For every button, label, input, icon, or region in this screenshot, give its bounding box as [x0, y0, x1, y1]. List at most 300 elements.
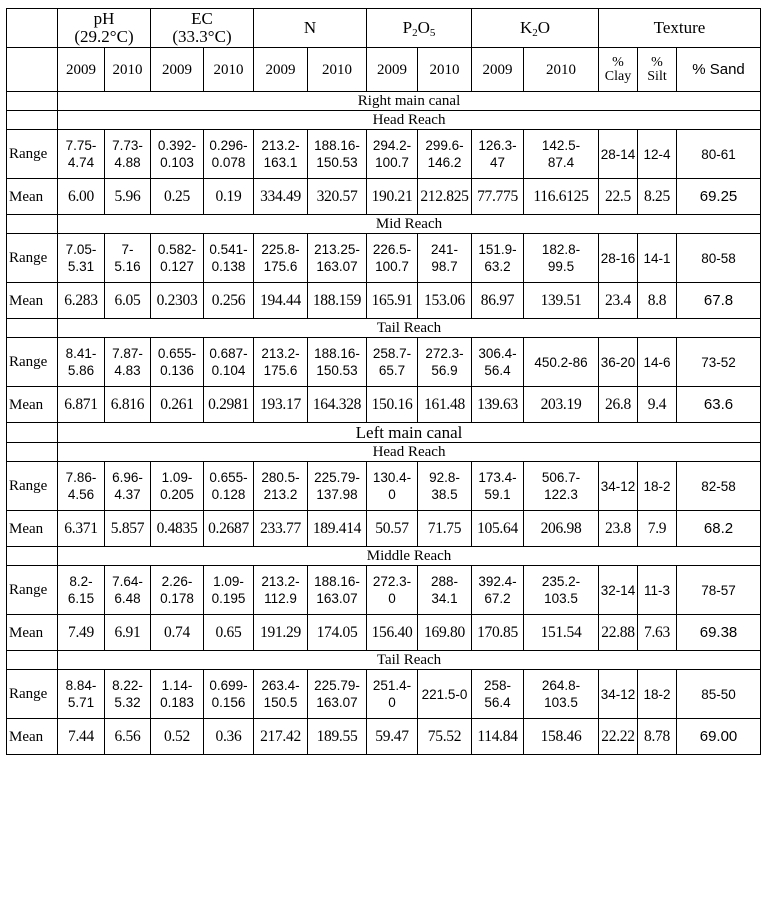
range-value: 150.53 [316, 155, 358, 170]
range-value: 0.178 [160, 591, 194, 606]
range-value: 8.41- [65, 346, 97, 361]
texture-range-cell: 85-50 [677, 670, 761, 719]
mean-cell: 161.48 [418, 387, 472, 423]
year-cell: 2009 [58, 48, 105, 92]
header-ec-temp: (33.3°C) [172, 27, 232, 46]
range-value: 4.88 [114, 155, 141, 170]
range-cell [151, 566, 204, 615]
mean-cell: 139.51 [524, 283, 599, 319]
mean-row [7, 179, 761, 215]
range-value: 0.078 [211, 155, 246, 170]
range-value: 7.75- [65, 138, 97, 153]
range-row [7, 670, 761, 719]
header-corner-cell [7, 9, 58, 48]
texture-range-cell: 14-1 [638, 234, 677, 283]
range-value: 87.4 [547, 155, 575, 170]
range-value: 0.655- [157, 346, 197, 361]
mean-row [7, 615, 761, 651]
mean-cell: 114.84 [472, 719, 524, 755]
range-value: 4.74 [67, 155, 95, 170]
range-cell [254, 130, 308, 179]
range-value: 65.7 [378, 363, 406, 378]
mean-cell: 67.8 [677, 283, 761, 319]
range-value: 213.2- [261, 574, 300, 589]
range-value: 173.4- [478, 470, 517, 485]
header-n [254, 9, 367, 48]
range-value: 258- [483, 678, 512, 693]
range-value: 146.2 [427, 155, 462, 170]
mean-cell: 0.2687 [204, 511, 254, 547]
mean-cell: 206.98 [524, 511, 599, 547]
range-value: 213.2- [261, 138, 300, 153]
range-value: 7.73- [112, 138, 143, 153]
mean-cell: 0.36 [204, 719, 254, 755]
range-value: 506.7- [541, 470, 581, 485]
range-row [7, 130, 761, 179]
mean-cell: 69.25 [677, 179, 761, 215]
range-value: 0 [388, 695, 396, 710]
range-cell [524, 130, 599, 179]
range-cell [58, 566, 105, 615]
range-cell [367, 670, 418, 719]
mean-cell: 23.4 [599, 283, 638, 319]
range-value: 163.07 [316, 695, 358, 710]
row-label: Mean [7, 283, 58, 319]
range-cell [105, 130, 151, 179]
range-value: 5.71 [67, 695, 95, 710]
mean-cell: 174.05 [308, 615, 367, 651]
mean-cell: 334.49 [254, 179, 308, 215]
range-value: 112.9 [264, 591, 297, 606]
mean-cell: 0.52 [151, 719, 204, 755]
row-label: Mean [7, 719, 58, 755]
mean-cell: 116.6125 [524, 179, 599, 215]
range-cell [151, 234, 204, 283]
range-value: 0.138 [211, 259, 246, 274]
range-value: 0.655- [209, 470, 248, 485]
mean-cell: 189.55 [308, 719, 367, 755]
range-cell [308, 234, 367, 283]
mean-cell: 7.44 [58, 719, 105, 755]
year-cell: 2010 [204, 48, 254, 92]
mean-cell: 0.74 [151, 615, 204, 651]
range-cell [105, 234, 151, 283]
row-label: Mean [7, 179, 58, 215]
mean-cell: 105.64 [472, 511, 524, 547]
range-value: 182.8- [541, 242, 581, 257]
header-p2o5-mid: O [417, 18, 430, 37]
range-value: 225.79- [314, 678, 360, 693]
header-ec [151, 9, 254, 48]
range-value: 263.4- [261, 678, 300, 693]
mean-cell: 69.00 [677, 719, 761, 755]
range-cell [254, 566, 308, 615]
range-cell [58, 234, 105, 283]
range-value: 126.3- [478, 138, 517, 153]
range-value: 8.22- [112, 678, 143, 693]
range-value: 241- [430, 242, 459, 257]
label-gutter-cell [7, 547, 58, 566]
range-value: 188.16- [314, 346, 360, 361]
range-cell [308, 130, 367, 179]
range-cell [105, 462, 151, 511]
range-cell [204, 338, 254, 387]
reach-title: Tail Reach [58, 319, 761, 338]
header-n-label: N [303, 18, 317, 37]
range-value: 258.7- [372, 346, 412, 361]
header-blank-cell [7, 48, 58, 92]
year-cell: 2010 [105, 48, 151, 92]
range-cell [308, 566, 367, 615]
mean-cell: 5.857 [105, 511, 151, 547]
header-clay [599, 48, 638, 92]
range-value: 8.84- [65, 678, 97, 693]
reach-title: Tail Reach [58, 651, 761, 670]
range-cell [472, 462, 524, 511]
mean-row [7, 511, 761, 547]
range-value: 0.183 [160, 695, 194, 710]
canal-title-row [7, 423, 761, 443]
mean-cell: 0.25 [151, 179, 204, 215]
texture-range-cell: 82-58 [677, 462, 761, 511]
mean-row [7, 719, 761, 755]
header-k2o-sub1: 2 [532, 27, 538, 39]
range-value: 8.2- [69, 574, 93, 589]
header-k2o-mid: O [537, 18, 551, 37]
mean-row [7, 283, 761, 319]
range-cell [58, 130, 105, 179]
range-value: 225.8- [261, 242, 300, 257]
range-value: 67.2 [484, 591, 511, 606]
range-value: 225.79- [314, 470, 360, 485]
texture-range-cell: 32-14 [599, 566, 638, 615]
mean-cell: 0.2981 [204, 387, 254, 423]
range-value: 0.296- [209, 138, 248, 153]
range-value: 56.4 [484, 363, 511, 378]
range-cell [254, 338, 308, 387]
texture-range-cell: 18-2 [638, 670, 677, 719]
soil-properties-table [6, 8, 761, 755]
mean-cell: 156.40 [367, 615, 418, 651]
range-cell [105, 566, 151, 615]
range-cell [418, 566, 472, 615]
range-value: 280.5- [261, 470, 300, 485]
range-cell [204, 234, 254, 283]
header-k2o [472, 9, 599, 48]
range-cell [204, 670, 254, 719]
range-value: 450.2-86 [534, 354, 588, 370]
range-row [7, 566, 761, 615]
header-p2o5-sub1: 2 [412, 27, 418, 39]
range-value: 1.09- [213, 574, 244, 589]
range-cell [418, 130, 472, 179]
reach-title-row [7, 215, 761, 234]
mean-cell: 6.371 [58, 511, 105, 547]
range-value: 0.128 [211, 487, 246, 502]
year-cell: 2010 [418, 48, 472, 92]
canal-title-row [7, 92, 761, 111]
mean-cell: 164.328 [308, 387, 367, 423]
range-value: 103.5 [544, 591, 578, 606]
range-value: 6.96- [112, 470, 143, 485]
year-cell: 2009 [472, 48, 524, 92]
mean-cell: 7.9 [638, 511, 677, 547]
header-silt [638, 48, 677, 92]
range-value: 0 [388, 487, 396, 502]
mean-cell: 23.8 [599, 511, 638, 547]
range-cell [367, 234, 418, 283]
texture-range-cell: 80-61 [677, 130, 761, 179]
table-body [7, 9, 761, 755]
range-value: 392.4- [478, 574, 517, 589]
row-label: Range [7, 338, 58, 387]
reach-title-row [7, 443, 761, 462]
range-value: 0.699- [209, 678, 248, 693]
range-value: 235.2- [541, 574, 581, 589]
mean-cell: 189.414 [308, 511, 367, 547]
range-value: 188.16- [314, 574, 360, 589]
texture-range-cell: 28-16 [599, 234, 638, 283]
range-value: 0.103 [160, 155, 194, 170]
range-value: 213.2 [263, 487, 298, 502]
range-cell [418, 338, 472, 387]
range-value: 4.56 [67, 487, 95, 502]
range-value: 98.7 [431, 259, 458, 274]
range-value: 34.1 [431, 591, 458, 606]
range-value: 163.1 [263, 155, 298, 170]
mean-cell: 6.816 [105, 387, 151, 423]
mean-cell: 153.06 [418, 283, 472, 319]
mean-cell: 191.29 [254, 615, 308, 651]
mean-cell: 194.44 [254, 283, 308, 319]
reach-title-row [7, 651, 761, 670]
mean-cell: 26.8 [599, 387, 638, 423]
range-value: 7.87- [112, 346, 143, 361]
header-ph-label: pH [93, 9, 115, 28]
range-cell [254, 462, 308, 511]
header-texture-label: Texture [653, 18, 706, 37]
label-gutter-cell [7, 319, 58, 338]
range-row [7, 462, 761, 511]
mean-cell: 193.17 [254, 387, 308, 423]
mean-cell: 50.57 [367, 511, 418, 547]
range-value: 137.98 [316, 487, 358, 502]
mean-cell: 6.871 [58, 387, 105, 423]
mean-cell: 6.05 [105, 283, 151, 319]
row-label: Mean [7, 615, 58, 651]
range-value: 7.64- [112, 574, 143, 589]
mean-cell: 233.77 [254, 511, 308, 547]
header-row-parameters [7, 9, 761, 48]
texture-range-cell: 14-6 [638, 338, 677, 387]
reach-title: Head Reach [58, 443, 761, 462]
range-cell [151, 670, 204, 719]
range-value: 163.07 [316, 259, 358, 274]
header-row-years [7, 48, 761, 92]
range-cell [254, 670, 308, 719]
reach-title-row [7, 319, 761, 338]
mean-cell: 0.261 [151, 387, 204, 423]
label-gutter-cell [7, 423, 58, 443]
range-cell [367, 462, 418, 511]
range-value: 221.5-0 [421, 686, 468, 702]
range-value: 99.5 [547, 259, 575, 274]
range-cell [472, 130, 524, 179]
range-value: 264.8- [541, 678, 581, 693]
range-cell [151, 130, 204, 179]
header-k2o-pre: K [519, 18, 533, 37]
mean-cell: 75.52 [418, 719, 472, 755]
range-cell [472, 234, 524, 283]
row-label: Mean [7, 511, 58, 547]
reach-title: Middle Reach [58, 547, 761, 566]
reach-title: Head Reach [58, 111, 761, 130]
range-cell [367, 338, 418, 387]
header-texture [599, 9, 761, 48]
range-value: 6.15 [67, 591, 95, 606]
range-value: 272.3- [372, 574, 412, 589]
header-clay-name: Clay [604, 68, 632, 84]
header-sand: % Sand [677, 48, 761, 92]
range-value: 151.9- [478, 242, 517, 257]
range-cell [58, 670, 105, 719]
range-value: 188.16- [314, 138, 360, 153]
mean-cell: 8.25 [638, 179, 677, 215]
label-gutter-cell [7, 92, 58, 111]
range-cell [367, 566, 418, 615]
year-cell: 2009 [151, 48, 204, 92]
range-value: 251.4- [372, 678, 412, 693]
mean-cell: 22.88 [599, 615, 638, 651]
range-cell [204, 130, 254, 179]
texture-range-cell: 12-4 [638, 130, 677, 179]
range-value: 1.14- [161, 678, 193, 693]
range-value: 1.09- [161, 470, 193, 485]
range-cell [524, 234, 599, 283]
label-gutter-cell [7, 215, 58, 234]
range-value: 150.5 [263, 695, 298, 710]
mean-cell: 150.16 [367, 387, 418, 423]
range-value: 0.127 [160, 259, 194, 274]
range-cell [524, 338, 599, 387]
range-value: 0.195 [211, 591, 246, 606]
year-cell: 2009 [254, 48, 308, 92]
range-cell [524, 670, 599, 719]
range-value: 0.104 [211, 363, 246, 378]
range-value: 175.6 [263, 259, 298, 274]
mean-cell: 7.49 [58, 615, 105, 651]
mean-cell: 6.91 [105, 615, 151, 651]
range-value: 7.86- [65, 470, 97, 485]
texture-range-cell: 34-12 [599, 670, 638, 719]
mean-cell: 217.42 [254, 719, 308, 755]
range-value: 226.5- [372, 242, 412, 257]
texture-range-cell: 34-12 [599, 462, 638, 511]
range-cell [308, 462, 367, 511]
range-value: 5.16 [114, 259, 141, 274]
range-cell [204, 462, 254, 511]
mean-cell: 320.57 [308, 179, 367, 215]
mean-cell: 158.46 [524, 719, 599, 755]
range-cell [151, 338, 204, 387]
range-value: 92.8- [429, 470, 460, 485]
range-cell [308, 338, 367, 387]
mean-row [7, 387, 761, 423]
header-p2o5 [367, 9, 472, 48]
range-cell [472, 338, 524, 387]
mean-cell: 0.256 [204, 283, 254, 319]
mean-cell: 203.19 [524, 387, 599, 423]
mean-cell: 22.5 [599, 179, 638, 215]
range-value: 56.9 [431, 363, 458, 378]
header-p2o5-sub2: 5 [429, 27, 436, 39]
range-cell [367, 130, 418, 179]
mean-cell: 71.75 [418, 511, 472, 547]
range-value: 47 [489, 155, 506, 170]
reach-title-row [7, 111, 761, 130]
range-cell [524, 566, 599, 615]
range-value: 294.2- [372, 138, 412, 153]
range-value: 5.31 [67, 259, 95, 274]
range-value: 288- [430, 574, 459, 589]
mean-cell: 0.65 [204, 615, 254, 651]
texture-range-cell: 18-2 [638, 462, 677, 511]
mean-cell: 188.159 [308, 283, 367, 319]
header-clay-pct: % [612, 54, 624, 70]
canal-title: Right main canal [58, 92, 761, 111]
range-value: 6.48 [114, 591, 141, 606]
range-value: 0.541- [209, 242, 248, 257]
mean-cell: 165.91 [367, 283, 418, 319]
range-value: 299.6- [425, 138, 464, 153]
mean-cell: 0.2303 [151, 283, 204, 319]
range-value: 0.205 [160, 487, 194, 502]
mean-cell: 7.63 [638, 615, 677, 651]
range-value: 100.7 [375, 155, 409, 170]
range-value: 213.2- [261, 346, 300, 361]
mean-cell: 86.97 [472, 283, 524, 319]
mean-cell: 190.21 [367, 179, 418, 215]
header-ec-label: EC [191, 9, 213, 28]
mean-cell: 169.80 [418, 615, 472, 651]
mean-cell: 9.4 [638, 387, 677, 423]
mean-cell: 5.96 [105, 179, 151, 215]
canal-title: Left main canal [58, 423, 761, 443]
year-cell: 2009 [367, 48, 418, 92]
range-value: 7.05- [65, 242, 97, 257]
label-gutter-cell [7, 443, 58, 462]
range-cell [524, 462, 599, 511]
range-value: 122.3 [544, 487, 578, 502]
range-value: 0.582- [157, 242, 197, 257]
mean-cell: 170.85 [472, 615, 524, 651]
mean-cell: 212.825 [418, 179, 472, 215]
label-gutter-cell [7, 111, 58, 130]
texture-range-cell: 80-58 [677, 234, 761, 283]
range-value: 150.53 [316, 363, 358, 378]
range-value: 7- [121, 242, 134, 257]
header-p2o5-pre: P [402, 18, 413, 37]
range-value: 38.5 [431, 487, 458, 502]
mean-cell: 22.22 [599, 719, 638, 755]
header-silt-pct: % [651, 54, 663, 70]
row-label: Mean [7, 387, 58, 423]
range-value: 0 [388, 591, 396, 606]
range-value: 272.3- [425, 346, 464, 361]
mean-cell: 69.38 [677, 615, 761, 651]
range-cell [151, 462, 204, 511]
range-cell [418, 670, 472, 719]
